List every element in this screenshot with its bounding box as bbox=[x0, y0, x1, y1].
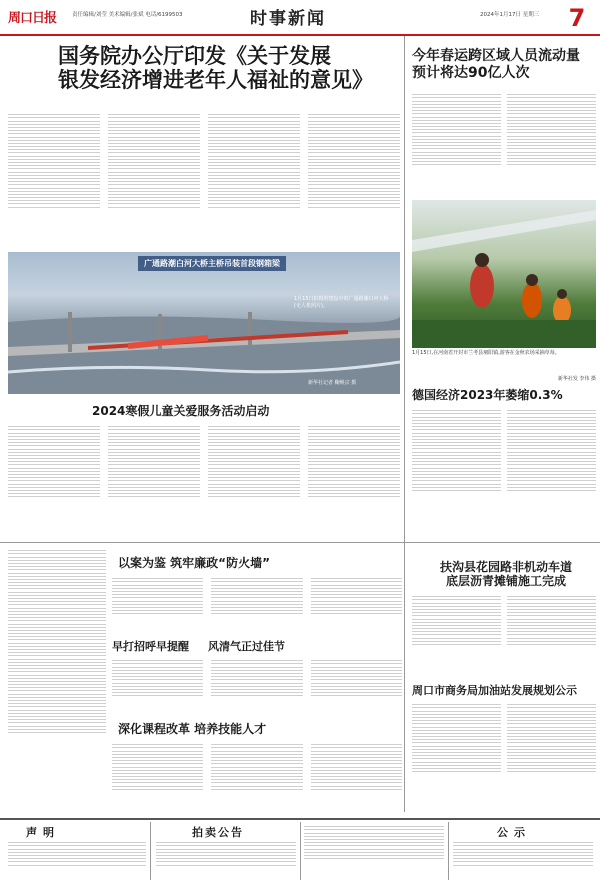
statement-box bbox=[8, 822, 151, 880]
photo-caption: 1月15日拍摄的建设中的广通路潮白河大桥(无人机照片)。 bbox=[294, 296, 389, 309]
notice-title: 公示 bbox=[497, 826, 531, 839]
photo-credit: 新华社记者 鞠焕宗 摄 bbox=[308, 380, 357, 386]
germany-article-body bbox=[412, 408, 596, 532]
travel-headline bbox=[412, 48, 597, 82]
curriculum-body bbox=[112, 742, 402, 816]
section-title: 时事新闻 bbox=[250, 9, 326, 29]
winter-headline: 2024寒假儿童关爱服务活动启动 bbox=[92, 404, 270, 418]
notice-box bbox=[448, 822, 597, 880]
lower-column-divider bbox=[404, 542, 405, 812]
travel-headline-line2: 预计将达90亿人次 bbox=[412, 64, 530, 81]
bottom-strip-rule bbox=[0, 818, 600, 820]
gas-station-body bbox=[412, 702, 596, 812]
auction-title: 拍卖公告 bbox=[192, 826, 244, 839]
germany-headline: 德国经济2023年萎缩0.3% bbox=[412, 388, 563, 402]
notice-body bbox=[453, 840, 593, 880]
auction-body bbox=[156, 840, 296, 880]
auction-box bbox=[152, 822, 301, 880]
reminder-body bbox=[112, 658, 402, 716]
header-rule bbox=[0, 34, 600, 36]
strawberry-credit: 新华社发 李伟 摄 bbox=[557, 376, 596, 382]
main-article-body bbox=[8, 112, 400, 252]
section-divider bbox=[0, 542, 600, 543]
winter-article-body bbox=[8, 424, 400, 536]
editor-info: 责任编辑/刘莹 美术编辑/张斌 电话/6199503 bbox=[72, 12, 183, 18]
anti-corruption-body bbox=[112, 576, 402, 636]
page-number: 7 bbox=[568, 4, 586, 32]
bridge-photo bbox=[8, 252, 400, 394]
travel-headline-line1: 今年春运跨区域人员流动量 bbox=[412, 48, 580, 64]
reminder-headline: 早打招呼早提醒 bbox=[112, 640, 189, 653]
masthead-logo: 周口日报 bbox=[8, 11, 57, 26]
clean-festival-headline: 风清气正过佳节 bbox=[208, 640, 285, 653]
travel-article-body bbox=[412, 92, 596, 200]
fugou-headline-line2: 底层沥青摊铺施工完成 bbox=[445, 574, 566, 589]
farm-illustration bbox=[412, 200, 596, 348]
column-divider bbox=[404, 36, 405, 542]
curriculum-headline: 深化课程改革 培养技能人才 bbox=[118, 722, 267, 736]
strawberry-photo bbox=[412, 200, 596, 348]
fugou-body bbox=[412, 594, 596, 674]
statement-body bbox=[8, 840, 146, 880]
fugou-headline bbox=[418, 560, 594, 589]
issue-date: 2024年1月17日 星期三 bbox=[480, 12, 540, 18]
lower-left-column bbox=[8, 548, 106, 818]
strawberry-caption: 1月15日,在河南省开封市兰考县堌阳镇,游客在金秋农场采摘草莓。 bbox=[412, 350, 560, 356]
anti-corruption-headline: 以案为鉴 筑牢廉政“防火墙” bbox=[118, 556, 270, 570]
photo-banner: 广通路潮白河大桥主桥吊装首段钢箱梁 bbox=[138, 256, 286, 271]
main-headline bbox=[58, 44, 398, 92]
main-headline-line2: 银发经济增进老年人福祉的意见》 bbox=[58, 68, 373, 93]
mid-ad-body bbox=[304, 824, 444, 880]
gas-station-headline: 周口市商务局加油站发展规划公示 bbox=[412, 684, 577, 697]
bridge-illustration bbox=[8, 252, 400, 394]
fugou-headline-line1: 扶沟县花园路非机动车道 bbox=[439, 560, 572, 574]
main-headline-line1: 国务院办公厅印发《关于发展 bbox=[58, 44, 331, 68]
statement-title: 声明 bbox=[26, 826, 60, 839]
